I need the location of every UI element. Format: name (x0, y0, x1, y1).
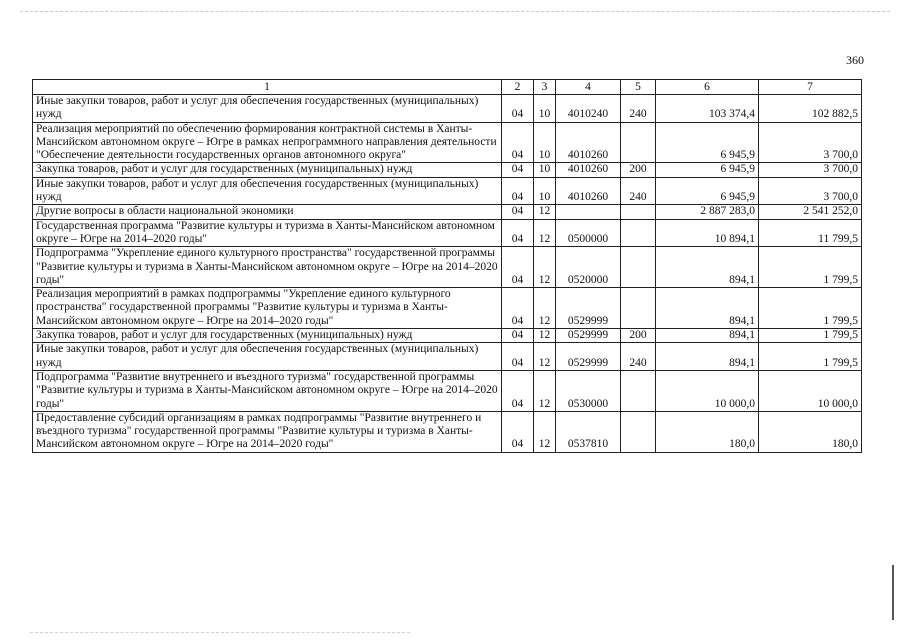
expense-type-code: 240 (621, 95, 656, 123)
item-name: Реализация мероприятий в рамках подпрограммы "Укрепление единого культурного пространства" государственной программы "Развитие культуры и туризма в Ханты-Мансийском автономном округе – Югре на 2014–2020 годы" (33, 288, 502, 329)
amount-col6: 103 374,4 (656, 95, 759, 123)
header-cell: 2 (502, 80, 534, 95)
amount-col7: 3 700,0 (759, 122, 862, 163)
subsection-code: 12 (534, 329, 556, 343)
target-code: 0537810 (556, 411, 621, 452)
amount-col6: 180,0 (656, 411, 759, 452)
target-code (556, 205, 621, 219)
scan-artifact-bottom (30, 632, 410, 633)
section-code: 04 (502, 163, 534, 177)
target-code: 4010240 (556, 95, 621, 123)
section-code: 04 (502, 219, 534, 247)
budget-table (32, 79, 862, 453)
subsection-code: 12 (534, 288, 556, 329)
table-row (33, 177, 862, 205)
section-code: 04 (502, 247, 534, 288)
header-cell: 1 (33, 80, 502, 95)
subsection-code: 12 (534, 205, 556, 219)
section-code: 04 (502, 177, 534, 205)
expense-type-code (621, 205, 656, 219)
target-code: 4010260 (556, 163, 621, 177)
item-name: Иные закупки товаров, работ и услуг для обеспечения государственных (муниципальных) нужд (33, 177, 502, 205)
header-cell: 6 (656, 80, 759, 95)
amount-col6: 894,1 (656, 288, 759, 329)
section-code: 04 (502, 288, 534, 329)
table-row (33, 329, 862, 343)
item-name: Закупка товаров, работ и услуг для государственных (муниципальных) нужд (33, 329, 502, 343)
table-row (33, 205, 862, 219)
item-name: Закупка товаров, работ и услуг для государственных (муниципальных) нужд (33, 163, 502, 177)
amount-col7: 2 541 252,0 (759, 205, 862, 219)
amount-col7: 10 000,0 (759, 370, 862, 411)
target-code: 0529999 (556, 343, 621, 371)
subsection-code: 12 (534, 247, 556, 288)
section-code: 04 (502, 411, 534, 452)
amount-col7: 11 799,5 (759, 219, 862, 247)
header-cell: 5 (621, 80, 656, 95)
section-code: 04 (502, 343, 534, 371)
target-code: 0529999 (556, 329, 621, 343)
section-code: 04 (502, 122, 534, 163)
item-name: Другие вопросы в области национальной экономики (33, 205, 502, 219)
item-name: Реализация мероприятий по обеспечению формирования контрактной системы в Ханты-Мансийском автономном округе – Югре в рамках непрограммного направления деятельности "Обеспечение деятельности государственных органов автономного округа" (33, 122, 502, 163)
table-row (33, 288, 862, 329)
subsection-code: 10 (534, 95, 556, 123)
expense-type-code: 200 (621, 163, 656, 177)
item-name: Подпрограмма "Укрепление единого культурного пространства" государственной программы "Развитие культуры и туризма в Ханты-Мансийском автономном округе – Югре на 2014–2020 годы" (33, 247, 502, 288)
subsection-code: 10 (534, 177, 556, 205)
section-code: 04 (502, 329, 534, 343)
table-row (33, 343, 862, 371)
expense-type-code (621, 370, 656, 411)
amount-col7: 180,0 (759, 411, 862, 452)
subsection-code: 12 (534, 343, 556, 371)
expense-type-code: 240 (621, 343, 656, 371)
header-row (33, 80, 862, 95)
section-code: 04 (502, 205, 534, 219)
header-cell: 7 (759, 80, 862, 95)
amount-col7: 3 700,0 (759, 177, 862, 205)
table-row (33, 122, 862, 163)
section-code: 04 (502, 370, 534, 411)
table-row (33, 370, 862, 411)
expense-type-code (621, 247, 656, 288)
header-cell: 3 (534, 80, 556, 95)
header-cell: 4 (556, 80, 621, 95)
target-code: 0500000 (556, 219, 621, 247)
expense-type-code (621, 219, 656, 247)
page-number: 360 (846, 53, 864, 67)
amount-col6: 894,1 (656, 329, 759, 343)
table-row (33, 411, 862, 452)
expense-type-code (621, 122, 656, 163)
target-code: 4010260 (556, 122, 621, 163)
expense-type-code (621, 411, 656, 452)
item-name: Иные закупки товаров, работ и услуг для обеспечения государственных (муниципальных) нужд (33, 343, 502, 371)
subsection-code: 10 (534, 163, 556, 177)
table-row (33, 95, 862, 123)
amount-col7: 3 700,0 (759, 163, 862, 177)
amount-col6: 6 945,9 (656, 177, 759, 205)
amount-col6: 6 945,9 (656, 163, 759, 177)
item-name: Предоставление субсидий организациям в рамках подпрограммы "Развитие внутреннего и въездного туризма" государственной программы "Развитие культуры и туризма в Ханты-Мансийском автономном округе – Югре на 2014–2020 годы" (33, 411, 502, 452)
amount-col6: 10 000,0 (656, 370, 759, 411)
item-name: Государственная программа "Развитие культуры и туризма в Ханты-Мансийском автономном округе – Югре на 2014–2020 годы" (33, 219, 502, 247)
item-name: Подпрограмма "Развитие внутреннего и въездного туризма" государственной программы "Развитие культуры и туризма в Ханты-Мансийском автономном округе – Югре на 2014–2020 годы" (33, 370, 502, 411)
subsection-code: 12 (534, 219, 556, 247)
amount-col7: 102 882,5 (759, 95, 862, 123)
subsection-code: 12 (534, 411, 556, 452)
target-code: 0529999 (556, 288, 621, 329)
target-code: 0530000 (556, 370, 621, 411)
amount-col6: 894,1 (656, 343, 759, 371)
table-row (33, 247, 862, 288)
expense-type-code: 200 (621, 329, 656, 343)
amount-col6: 6 945,9 (656, 122, 759, 163)
target-code: 0520000 (556, 247, 621, 288)
scan-edge-mark (892, 565, 898, 620)
amount-col7: 1 799,5 (759, 247, 862, 288)
amount-col7: 1 799,5 (759, 343, 862, 371)
amount-col6: 894,1 (656, 247, 759, 288)
expense-type-code: 240 (621, 177, 656, 205)
expense-type-code (621, 288, 656, 329)
subsection-code: 12 (534, 370, 556, 411)
amount-col6: 10 894,1 (656, 219, 759, 247)
section-code: 04 (502, 95, 534, 123)
scan-artifact-top (20, 11, 890, 12)
table-row (33, 163, 862, 177)
amount-col7: 1 799,5 (759, 288, 862, 329)
item-name: Иные закупки товаров, работ и услуг для обеспечения государственных (муниципальных) нужд (33, 95, 502, 123)
amount-col6: 2 887 283,0 (656, 205, 759, 219)
subsection-code: 10 (534, 122, 556, 163)
table-row (33, 219, 862, 247)
target-code: 4010260 (556, 177, 621, 205)
amount-col7: 1 799,5 (759, 329, 862, 343)
